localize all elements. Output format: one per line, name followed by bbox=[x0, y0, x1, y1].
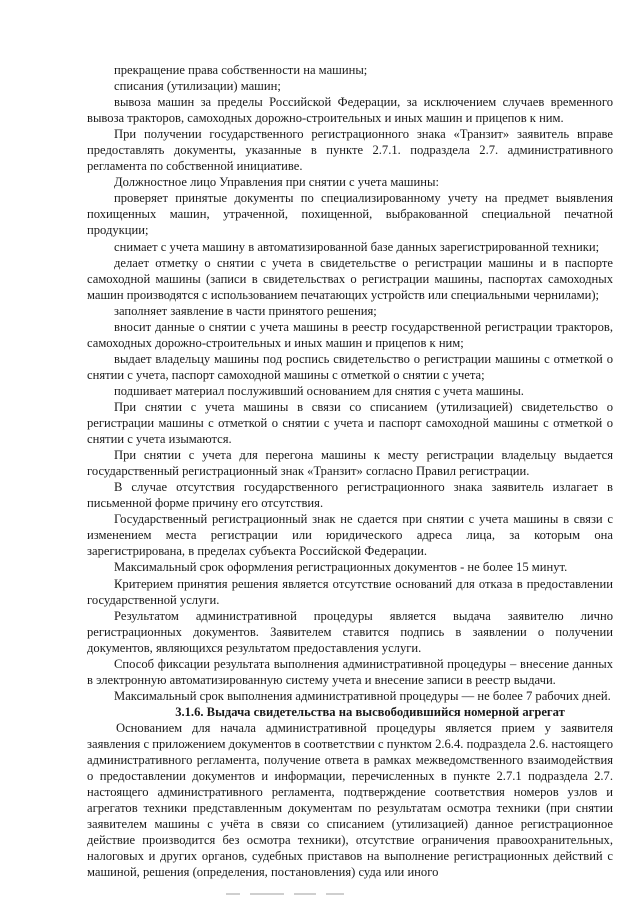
paragraph: Максимальный срок выполнения административной процедуры — не более 7 рабочих дней. bbox=[114, 688, 611, 703]
paragraph: подшивает материал послуживший основанием для снятия с учета машины. bbox=[114, 383, 524, 398]
faint-mark bbox=[250, 893, 284, 895]
paragraph: Основанием для начала административной процедуры является прием у заявителя заявления с приложением документов в соответствии с пунктом 2.6.4. подраздела 2.6. настоящего административного регламента, получение ответа в рамках межведомственного взаимодействия о предоставлении документов и информации, перечисленных в пункте 2.7.1 подраздела 2.7. настоящего административного регламента, подтверждение соответствия номеров узлов и агрегатов техники представленным документам по результатам осмотра техники (при снятии заявителем машины с учёта в связи со списанием (утилизацией) данное регистрационное действие производится без осмотра техники), отсутствие ограничения правоохранительных, налоговых и других органов, судебных приставов на выполнение регистрационных действий с машиной, решения (определения, постановления) суда или иного bbox=[87, 720, 613, 880]
paragraph: Государственный регистрационный знак не сдается при снятии с учета машины в связи с изменением места регистрации или юридического адреса лица, за которым она зарегистрирована, в пределах субъекта Российской Федерации. bbox=[87, 512, 613, 559]
faint-mark bbox=[326, 893, 344, 895]
paragraph: В случае отсутствия государственного регистрационного знака заявитель излагает в письменной форме причину его отсутствия. bbox=[87, 480, 613, 511]
paragraph: При снятии с учета для перегона машины к месту регистрации владельцу выдается государственный регистрационный знак «Транзит» согласно Правил регистрации. bbox=[87, 448, 613, 479]
paragraph: Способ фиксации результата выполнения административной процедуры – внесение данных в электронную автоматизированную систему учета и внесение записи в реестр выдачи. bbox=[87, 656, 613, 687]
faint-footer-marks bbox=[226, 893, 386, 897]
paragraph: снимает с учета машину в автоматизированной базе данных зарегистрированной техники; bbox=[114, 239, 600, 254]
paragraph: При снятии с учета машины в связи со списанием (утилизацией) свидетельство о регистрации машины с отметкой о снятии с учета и паспорт самоходной машины с отметкой о снятии с учета изымаются. bbox=[87, 399, 613, 447]
faint-mark bbox=[226, 893, 240, 895]
faint-mark bbox=[294, 893, 316, 895]
section-heading: 3.1.6. Выдача свидетельства на высвободившийся номерной агрегат bbox=[175, 704, 565, 719]
paragraph: прекращение права собственности на машины; bbox=[114, 63, 368, 77]
paragraph: Критерием принятия решения является отсутствие оснований для отказа в предоставлении государственной услуги. bbox=[87, 576, 613, 607]
paragraph: Результатом административной процедуры является выдача заявителю лично регистрационных документов. Заявителем ставится подпись в заявлении о получении документов, являющихся результатом предоставления услуги. bbox=[87, 608, 613, 655]
paragraph: делает отметку о снятии с учета в свидетельстве о регистрации машины и в паспорте самоходной машины (записи в свидетельствах о регистрации машины, паспортах самоходных машин производятся с использованием печатающих устройств или специальными чернилами); bbox=[87, 255, 613, 302]
paragraph: выдает владельцу машины под роспись свидетельство о регистрации машины с отметкой о снятии с учета, паспорт самоходной машины с отметкой о снятии с учета; bbox=[87, 351, 613, 382]
paragraph: Должностное лицо Управления при снятии с учета машины: bbox=[114, 175, 439, 190]
paragraph: вносит данные о снятии с учета машины в реестр государственной регистрации тракторов, самоходных дорожно-строительных и иных машин и прицепов к ним; bbox=[87, 319, 613, 350]
paragraph: проверяет принятые документы по специализированному учету на предмет выявления похищенных машин, утраченной, похищенной, выбракованной специальной печатной продукции; bbox=[87, 191, 613, 238]
paragraph: заполняет заявление в части принятого решения; bbox=[114, 303, 377, 318]
paragraph: Максимальный срок оформления регистрационных документов - не более 15 минут. bbox=[114, 560, 568, 575]
paragraph: вывоза машин за пределы Российской Федерации, за исключением случаев временного вывоза тракторов, самоходных дорожно-строительных и иных машин и прицепов к ним. bbox=[87, 95, 613, 126]
paragraph: При получении государственного регистрационного знака «Транзит» заявитель вправе предоставлять документы, указанные в пункте 2.7.1. подраздела 2.7. административного регламента по собственной инициативе. bbox=[87, 127, 613, 174]
paragraph: списания (утилизации) машин; bbox=[114, 79, 281, 94]
document-body bbox=[87, 62, 613, 880]
